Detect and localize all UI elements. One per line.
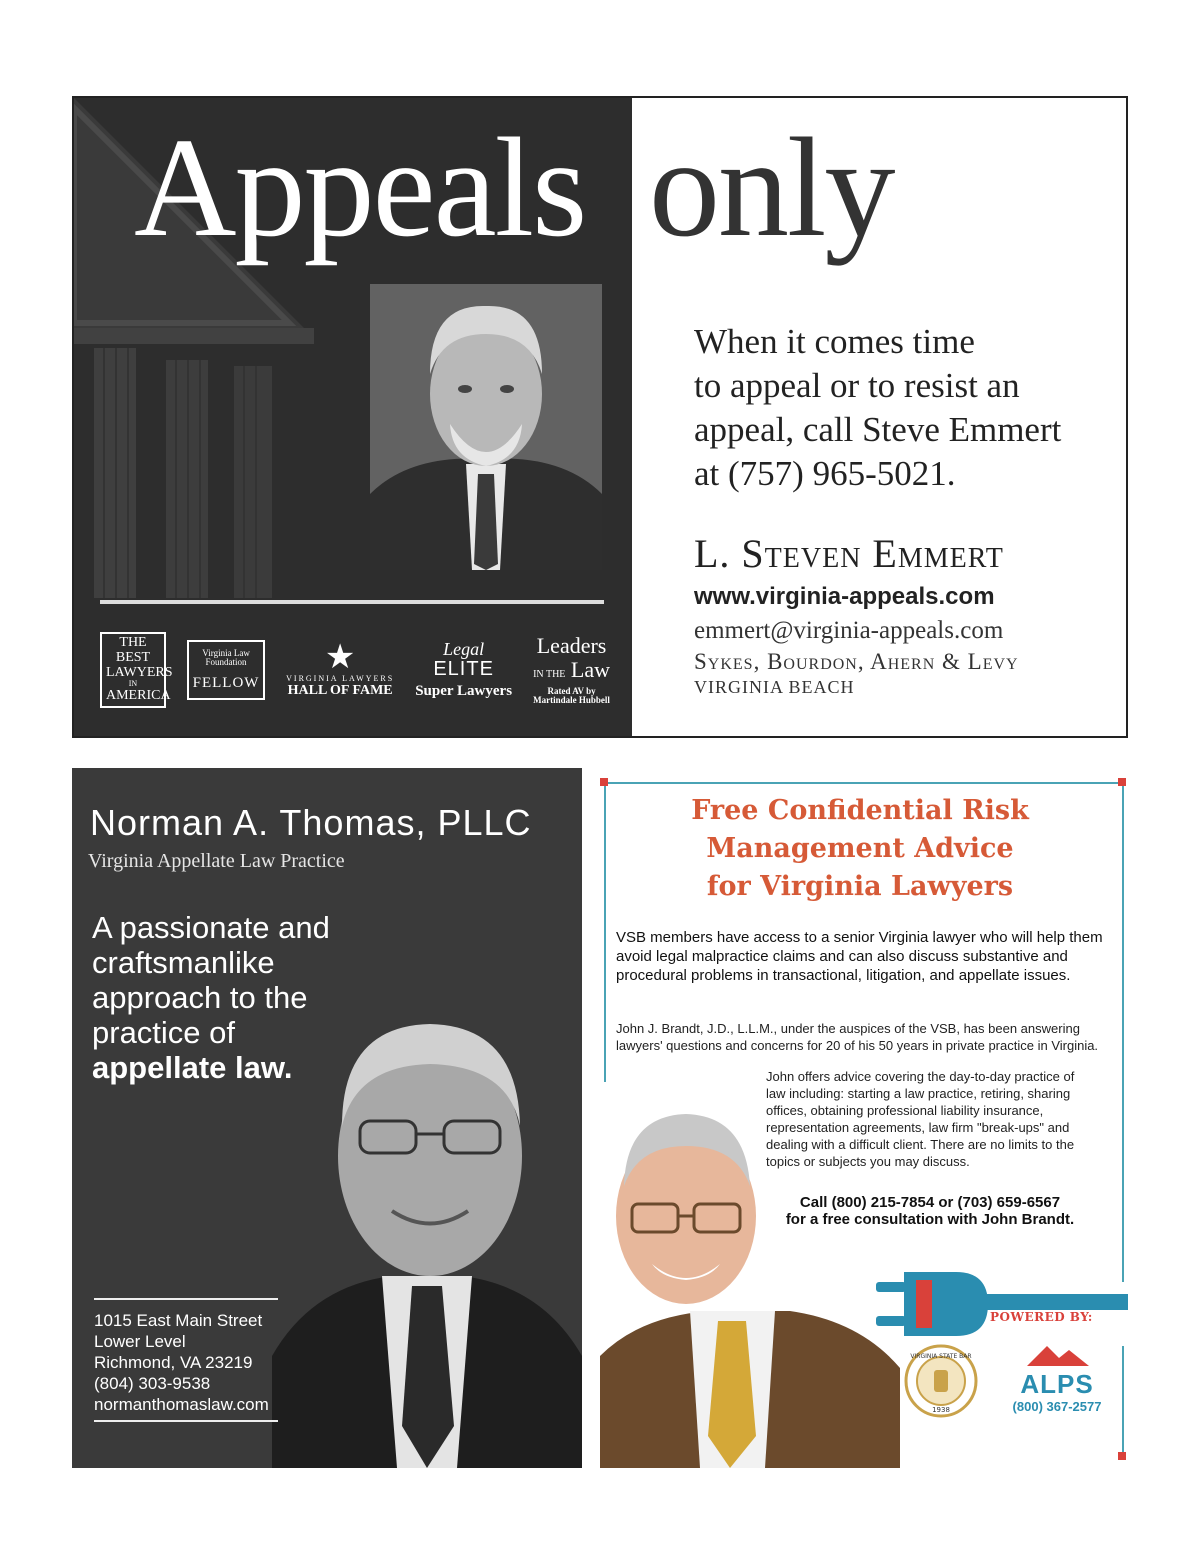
corner-marker	[1118, 1452, 1126, 1460]
corner-marker	[1118, 778, 1126, 786]
risk-management-ad	[600, 778, 1128, 1468]
svg-text:VIRGINIA STATE BAR: VIRGINIA STATE BAR	[910, 1353, 972, 1360]
hall-of-fame-badge: ★ VIRGINIA LAWYERS HALL OF FAME	[286, 639, 395, 698]
call-phone-numbers[interactable]: Call (800) 215-7854 or (703) 659-6567	[799, 1194, 1061, 1211]
frame-border	[604, 782, 1124, 784]
best-lawyers-badge: THE BEST LAWYERS IN AMERICA	[100, 632, 166, 707]
corner-marker	[600, 778, 608, 786]
call-to-action: Call (800) 215-7854 or (703) 659-6567 for a free consultation with John Brandt.	[750, 1194, 1110, 1228]
leaders-in-the-law-badge: Leaders IN THE Law Rated AV by Martindale Hubbell	[533, 633, 610, 706]
frame-border	[604, 782, 606, 1082]
emmert-portrait	[370, 284, 602, 570]
website-link[interactable]: www.virginia-appeals.com	[694, 583, 995, 610]
website-link[interactable]: normanthomaslaw.com	[94, 1395, 269, 1414]
ad-title: Free Confidential Risk Management Advice for Virginia Lawyers	[691, 795, 1029, 902]
frame-border	[1122, 782, 1124, 1282]
mountain-icon	[1017, 1344, 1097, 1366]
thomas-portrait	[272, 956, 582, 1468]
alps-phone[interactable]: (800) 367-2577	[1012, 1399, 1102, 1414]
firm-name: Sykes, Bourdon, Ahern & Levy	[694, 649, 1019, 674]
emmert-contact-block	[694, 320, 1114, 698]
tagline: A passionate and craftsmanlike approach to the practice of appellate law.	[92, 910, 330, 1085]
star-icon: ★	[324, 639, 356, 677]
svg-text:1938: 1938	[932, 1406, 950, 1414]
alps-logo-block	[1000, 1344, 1114, 1414]
email-link[interactable]: emmert@virginia-appeals.com	[694, 617, 1004, 644]
frame-border	[1122, 1346, 1124, 1456]
firm-subtitle: Virginia Appellate Law Practice	[88, 850, 345, 872]
advice-paragraph: John offers advice covering the day-to-day practice of law including: starting a law practice, retiring, sharing offices, obtaining professional liability insurance, representation agreements, law firm "break-ups" and dealing with a difficult client. There are no limits to the topics or subjects you may discuss.	[766, 1069, 1075, 1169]
address-top-rule	[94, 1298, 278, 1300]
power-plug-icon	[876, 1266, 1128, 1346]
divider-rule	[100, 600, 604, 604]
ad-headline: Appeals only	[134, 108, 894, 266]
firm-name: Norman A. Thomas, PLLC	[90, 802, 532, 843]
attorney-name: L. Steven Emmert	[694, 531, 1004, 576]
award-badges	[100, 630, 610, 710]
virginia-law-foundation-badge: Virginia Law Foundation FELLOW	[187, 640, 265, 700]
thomas-ad	[72, 768, 582, 1468]
bio-paragraph: John J. Brandt, J.D., L.L.M., under the auspices of the VSB, has been answering lawyers' questions and concerns for 20 of his 50 years in private practice in Virginia.	[616, 1021, 1099, 1053]
emmert-ad	[72, 96, 1128, 738]
virginia-state-bar-seal	[904, 1344, 978, 1418]
legal-elite-badge: Legal ELITE Super Lawyers	[415, 639, 513, 700]
brandt-portrait	[600, 1106, 900, 1468]
intro-paragraph: VSB members have access to a senior Virginia lawyer who will help them avoid legal malpractice claims and can also discuss substantive and procedural problems in transactional, litigation, and appellate issues.	[616, 929, 1103, 984]
phone-number[interactable]: (804) 303-9538	[94, 1374, 211, 1393]
powered-by-label: POWERED BY:	[990, 1310, 1093, 1324]
pitch-text: When it comes time to appeal or to resist an appeal, call Steve Emmert at (757) 965-5021.	[694, 322, 1062, 493]
alps-logo: ALPS	[1020, 1369, 1094, 1399]
city-name: VIRGINIA BEACH	[694, 677, 855, 697]
address-block: 1015 East Main Street Lower Level Richmond, VA 23219 (804) 303-9538 normanthomaslaw.com	[94, 1311, 269, 1414]
address-bottom-rule	[94, 1420, 278, 1422]
